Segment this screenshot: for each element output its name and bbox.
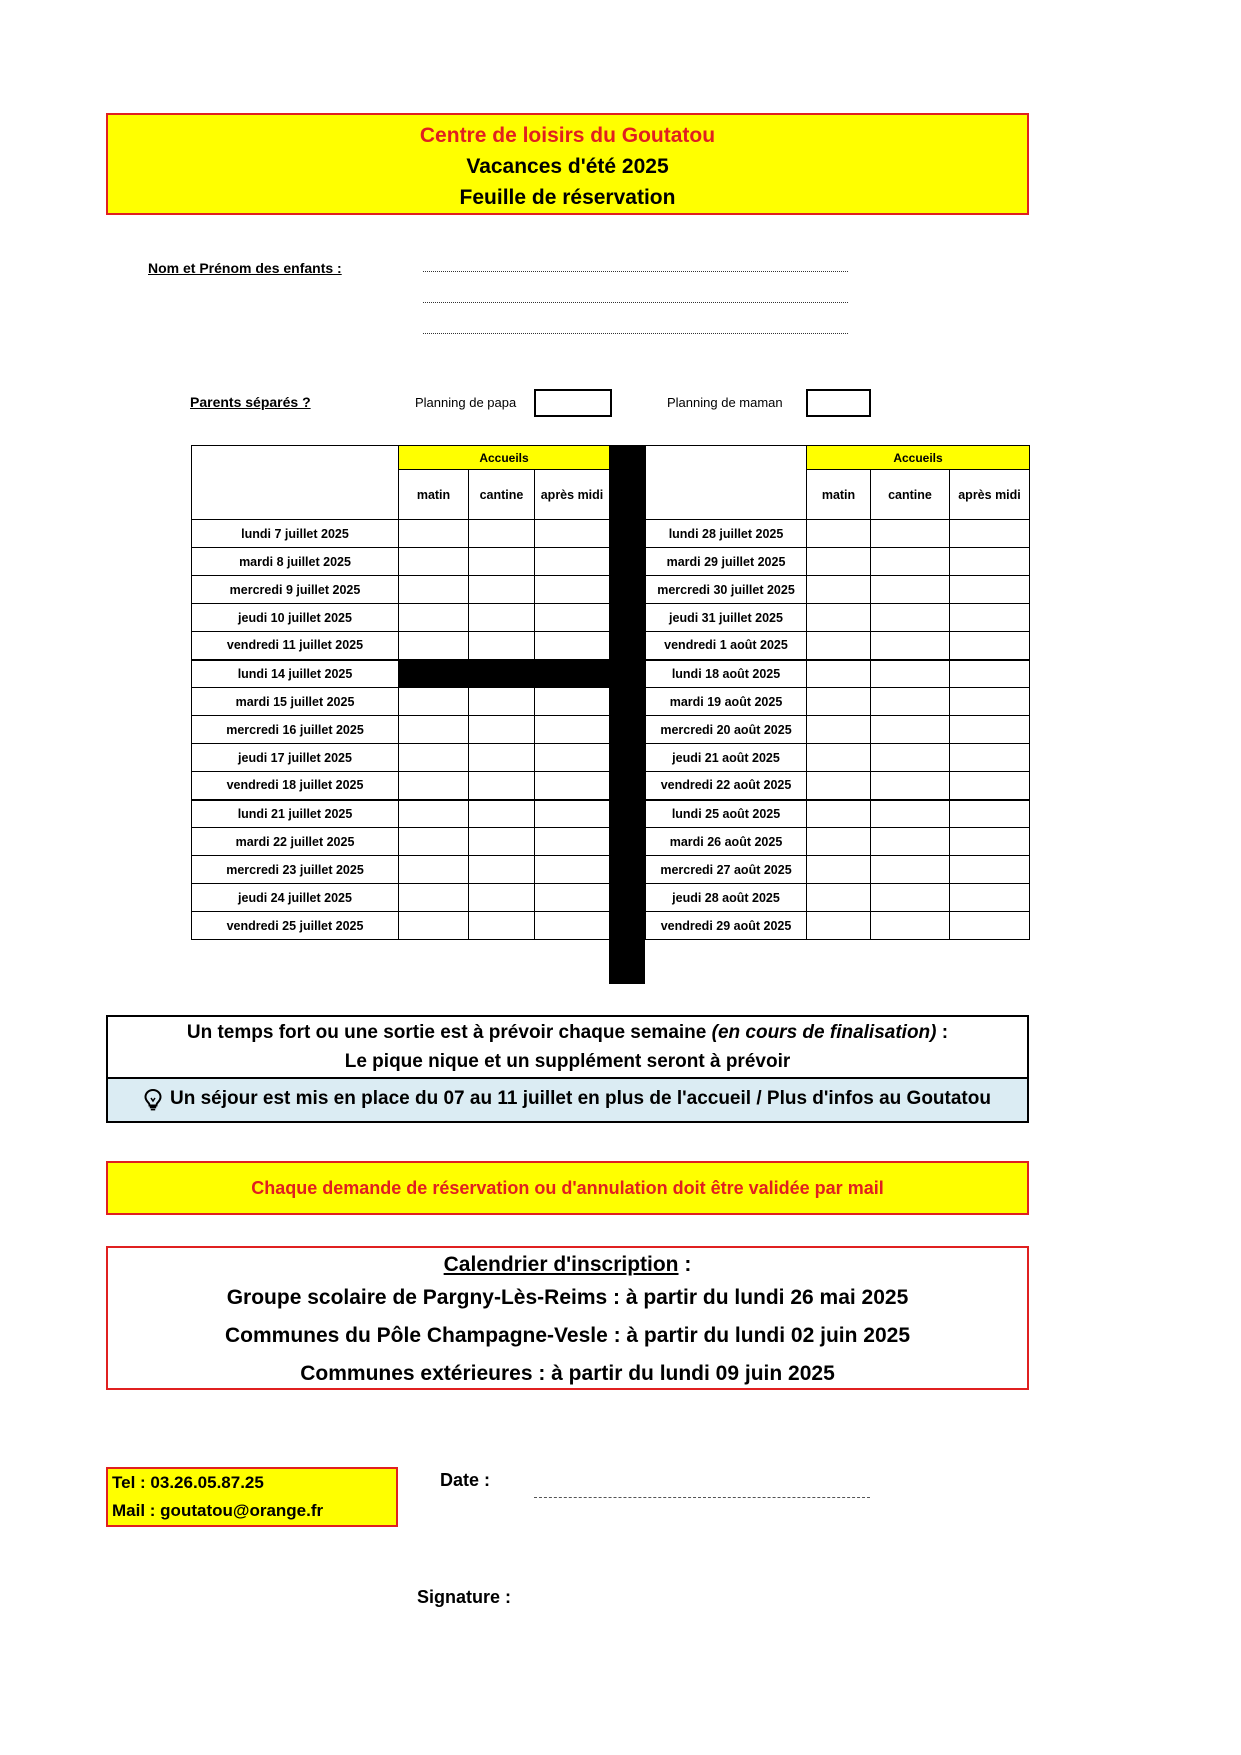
slot-matin[interactable] bbox=[399, 548, 469, 576]
slot-apres-midi[interactable] bbox=[535, 828, 610, 856]
slot-apres-midi[interactable] bbox=[950, 632, 1030, 660]
slot-apres-midi[interactable] bbox=[535, 716, 610, 744]
slot-matin[interactable] bbox=[399, 716, 469, 744]
day-label: jeudi 24 juillet 2025 bbox=[192, 884, 399, 912]
calendar-line-school: Groupe scolaire de Pargny-Lès-Reims : à partir du lundi 26 mai 2025 bbox=[226, 1286, 909, 1309]
table-row bbox=[646, 744, 1030, 772]
slot-cantine[interactable] bbox=[469, 744, 535, 772]
slot-matin[interactable] bbox=[807, 828, 871, 856]
stay-info-bar bbox=[108, 1077, 1027, 1121]
table-divider bbox=[609, 445, 645, 984]
slot-apres-midi[interactable] bbox=[950, 744, 1030, 772]
day-label: jeudi 17 juillet 2025 bbox=[192, 744, 399, 772]
day-label: jeudi 10 juillet 2025 bbox=[192, 604, 399, 632]
separated-parents-label: Parents séparés ? bbox=[190, 394, 311, 410]
slot-cantine[interactable] bbox=[469, 716, 535, 744]
slot-matin[interactable] bbox=[399, 856, 469, 884]
table-row bbox=[192, 548, 610, 576]
slot-apres-midi[interactable] bbox=[950, 660, 1030, 688]
slot-matin[interactable] bbox=[807, 576, 871, 604]
day-label: mercredi 27 août 2025 bbox=[646, 856, 807, 884]
slot-apres-midi[interactable] bbox=[950, 828, 1030, 856]
slot-apres-midi[interactable] bbox=[950, 772, 1030, 800]
slot-apres-midi[interactable] bbox=[535, 744, 610, 772]
day-label: mercredi 20 août 2025 bbox=[646, 716, 807, 744]
slot-cantine[interactable] bbox=[469, 912, 535, 940]
slot-matin[interactable] bbox=[807, 716, 871, 744]
slot-cantine[interactable] bbox=[871, 800, 950, 828]
table-row bbox=[646, 884, 1030, 912]
slot-matin[interactable] bbox=[807, 772, 871, 800]
slot-cantine[interactable] bbox=[871, 884, 950, 912]
slot-apres-midi[interactable] bbox=[535, 912, 610, 940]
day-label: jeudi 21 août 2025 bbox=[646, 744, 807, 772]
slot-matin[interactable] bbox=[399, 576, 469, 604]
table-row bbox=[192, 520, 610, 548]
slot-cantine[interactable] bbox=[469, 828, 535, 856]
table-corner bbox=[646, 446, 807, 520]
day-label: mercredi 9 juillet 2025 bbox=[192, 576, 399, 604]
table-row bbox=[192, 688, 610, 716]
table-row bbox=[646, 548, 1030, 576]
slot-apres-midi[interactable] bbox=[950, 912, 1030, 940]
outing-info-main: Un temps fort ou une sortie est à prévoir chaque semaine bbox=[186, 1022, 712, 1043]
slot-cantine[interactable] bbox=[469, 800, 535, 828]
slot-matin[interactable] bbox=[399, 688, 469, 716]
table-row bbox=[192, 744, 610, 772]
slot-matin[interactable] bbox=[399, 632, 469, 660]
slot-apres-midi[interactable] bbox=[535, 800, 610, 828]
table-row bbox=[192, 604, 610, 632]
slot-matin[interactable] bbox=[399, 744, 469, 772]
contact-phone: Tel : 03.26.05.87.25 bbox=[112, 1473, 264, 1492]
slot-apres-midi[interactable] bbox=[950, 604, 1030, 632]
table-row bbox=[646, 912, 1030, 940]
slot-cantine[interactable] bbox=[469, 520, 535, 548]
slot-cantine bbox=[469, 660, 535, 688]
col-apres-midi: après midi bbox=[535, 470, 610, 520]
slot-cantine[interactable] bbox=[871, 604, 950, 632]
period-title: Vacances d'été 2025 bbox=[466, 155, 669, 178]
table-row bbox=[192, 828, 610, 856]
calendar-title-text: Calendrier d'inscription bbox=[443, 1253, 679, 1276]
day-label: mercredi 30 juillet 2025 bbox=[646, 576, 807, 604]
day-label: mardi 22 juillet 2025 bbox=[192, 828, 399, 856]
slot-apres-midi[interactable] bbox=[950, 800, 1030, 828]
day-label: mardi 19 août 2025 bbox=[646, 688, 807, 716]
day-label: lundi 7 juillet 2025 bbox=[192, 520, 399, 548]
slot-cantine[interactable] bbox=[469, 548, 535, 576]
slot-matin[interactable] bbox=[807, 744, 871, 772]
slot-cantine[interactable] bbox=[871, 688, 950, 716]
children-names-label: Nom et Prénom des enfants : bbox=[148, 260, 342, 276]
day-label: mardi 8 juillet 2025 bbox=[192, 548, 399, 576]
slot-cantine[interactable] bbox=[871, 772, 950, 800]
slot-cantine[interactable] bbox=[469, 856, 535, 884]
day-label: vendredi 29 août 2025 bbox=[646, 912, 807, 940]
centre-name: Centre de loisirs du Goutatou bbox=[419, 124, 716, 147]
day-label: lundi 14 juillet 2025 bbox=[192, 660, 399, 688]
day-label: vendredi 1 août 2025 bbox=[646, 632, 807, 660]
slot-cantine[interactable] bbox=[469, 772, 535, 800]
slot-apres-midi[interactable] bbox=[950, 716, 1030, 744]
slot-apres-midi[interactable] bbox=[950, 576, 1030, 604]
table-row bbox=[646, 856, 1030, 884]
slot-matin[interactable] bbox=[399, 912, 469, 940]
day-label: lundi 25 août 2025 bbox=[646, 800, 807, 828]
table-row bbox=[646, 688, 1030, 716]
slot-matin[interactable] bbox=[807, 520, 871, 548]
outing-info-box bbox=[106, 1015, 1029, 1123]
day-label: mardi 15 juillet 2025 bbox=[192, 688, 399, 716]
slot-apres-midi bbox=[535, 660, 610, 688]
slot-matin[interactable] bbox=[807, 856, 871, 884]
table-corner bbox=[192, 446, 399, 520]
day-label: mercredi 16 juillet 2025 bbox=[192, 716, 399, 744]
slot-cantine[interactable] bbox=[871, 912, 950, 940]
slot-apres-midi[interactable] bbox=[950, 856, 1030, 884]
slot-matin[interactable] bbox=[399, 828, 469, 856]
registration-calendar-box bbox=[106, 1246, 1029, 1390]
slot-matin[interactable] bbox=[399, 520, 469, 548]
slot-matin[interactable] bbox=[807, 604, 871, 632]
slot-cantine[interactable] bbox=[469, 576, 535, 604]
slot-apres-midi[interactable] bbox=[535, 548, 610, 576]
col-matin: matin bbox=[399, 470, 469, 520]
table-row bbox=[646, 716, 1030, 744]
slot-apres-midi[interactable] bbox=[535, 772, 610, 800]
table-row bbox=[646, 576, 1030, 604]
slot-cantine[interactable] bbox=[871, 632, 950, 660]
table-row bbox=[646, 660, 1030, 688]
table-row bbox=[646, 772, 1030, 800]
title-box bbox=[106, 113, 1029, 215]
child-name-line-3[interactable] bbox=[423, 333, 848, 334]
slot-cantine[interactable] bbox=[871, 576, 950, 604]
table-row bbox=[192, 716, 610, 744]
slot-cantine[interactable] bbox=[469, 604, 535, 632]
slot-cantine[interactable] bbox=[871, 744, 950, 772]
outing-info-colon: : bbox=[936, 1022, 949, 1043]
slot-apres-midi[interactable] bbox=[950, 520, 1030, 548]
accueils-header: Accueils bbox=[399, 446, 610, 470]
slot-cantine[interactable] bbox=[469, 632, 535, 660]
table-row bbox=[192, 576, 610, 604]
slot-apres-midi[interactable] bbox=[535, 688, 610, 716]
schedule-table-july bbox=[191, 445, 610, 940]
child-name-line-2[interactable] bbox=[423, 302, 848, 303]
day-label: lundi 18 août 2025 bbox=[646, 660, 807, 688]
slot-apres-midi[interactable] bbox=[535, 576, 610, 604]
date-label: Date : bbox=[440, 1470, 491, 1490]
mom-planning-checkbox[interactable] bbox=[806, 389, 871, 417]
slot-matin[interactable] bbox=[807, 912, 871, 940]
day-label: vendredi 18 juillet 2025 bbox=[192, 772, 399, 800]
slot-cantine[interactable] bbox=[871, 828, 950, 856]
calendar-line-pole: Communes du Pôle Champagne-Vesle : à partir du lundi 02 juin 2025 bbox=[225, 1324, 910, 1347]
calendar-title-colon: : bbox=[678, 1253, 692, 1276]
day-label: vendredi 11 juillet 2025 bbox=[192, 632, 399, 660]
form-title: Feuille de réservation bbox=[459, 186, 676, 209]
day-label: mardi 29 juillet 2025 bbox=[646, 548, 807, 576]
slot-cantine[interactable] bbox=[871, 716, 950, 744]
table-row bbox=[192, 660, 610, 688]
mom-planning-label: Planning de maman bbox=[667, 395, 783, 410]
day-label: jeudi 31 juillet 2025 bbox=[646, 604, 807, 632]
child-name-line-1[interactable] bbox=[423, 271, 848, 272]
col-cantine: cantine bbox=[871, 470, 950, 520]
col-matin: matin bbox=[807, 470, 871, 520]
slot-apres-midi[interactable] bbox=[535, 884, 610, 912]
slot-apres-midi[interactable] bbox=[535, 520, 610, 548]
slot-matin bbox=[399, 660, 469, 688]
validation-warning: Chaque demande de réservation ou d'annulation doit être validée par mail bbox=[106, 1161, 1029, 1215]
slot-apres-midi[interactable] bbox=[535, 604, 610, 632]
contact-email: Mail : goutatou@orange.fr bbox=[112, 1501, 324, 1520]
day-label: jeudi 28 août 2025 bbox=[646, 884, 807, 912]
slot-matin[interactable] bbox=[399, 604, 469, 632]
date-field[interactable] bbox=[534, 1497, 870, 1498]
slot-matin[interactable] bbox=[807, 632, 871, 660]
slot-cantine[interactable] bbox=[871, 548, 950, 576]
slot-matin[interactable] bbox=[807, 548, 871, 576]
table-row bbox=[646, 800, 1030, 828]
slot-cantine[interactable] bbox=[871, 856, 950, 884]
day-label: vendredi 22 août 2025 bbox=[646, 772, 807, 800]
slot-matin[interactable] bbox=[807, 884, 871, 912]
stay-info-text: Un séjour est mis en place du 07 au 11 juillet en plus de l'accueil / Plus d'infos au Goutatou bbox=[170, 1088, 991, 1109]
slot-apres-midi[interactable] bbox=[950, 548, 1030, 576]
table-row bbox=[646, 632, 1030, 660]
slot-matin[interactable] bbox=[399, 772, 469, 800]
slot-matin[interactable] bbox=[807, 800, 871, 828]
accueils-header: Accueils bbox=[807, 446, 1030, 470]
contact-box bbox=[106, 1467, 398, 1527]
outing-info-line-2: Le pique nique et un supplément seront à prévoir bbox=[344, 1051, 791, 1072]
table-row bbox=[192, 632, 610, 660]
slot-apres-midi[interactable] bbox=[535, 632, 610, 660]
table-row bbox=[192, 912, 610, 940]
day-label: mercredi 23 juillet 2025 bbox=[192, 856, 399, 884]
table-row bbox=[192, 772, 610, 800]
slot-apres-midi[interactable] bbox=[535, 856, 610, 884]
slot-matin[interactable] bbox=[807, 688, 871, 716]
table-row bbox=[646, 520, 1030, 548]
table-row bbox=[646, 604, 1030, 632]
calendar-line-outside: Communes extérieures : à partir du lundi 09 juin 2025 bbox=[300, 1362, 835, 1385]
outing-info-note: (en cours de finalisation) bbox=[711, 1022, 937, 1043]
slot-cantine[interactable] bbox=[469, 688, 535, 716]
slot-cantine[interactable] bbox=[871, 520, 950, 548]
slot-apres-midi[interactable] bbox=[950, 688, 1030, 716]
outing-info-text bbox=[108, 1017, 1027, 1077]
slot-matin[interactable] bbox=[399, 884, 469, 912]
slot-cantine[interactable] bbox=[871, 660, 950, 688]
col-cantine: cantine bbox=[469, 470, 535, 520]
calendar-title bbox=[444, 1250, 679, 1279]
lightbulb-icon bbox=[144, 1089, 162, 1111]
slot-apres-midi[interactable] bbox=[950, 884, 1030, 912]
outing-info-line-1 bbox=[108, 1018, 1027, 1047]
slot-matin[interactable] bbox=[399, 800, 469, 828]
table-row bbox=[192, 856, 610, 884]
slot-cantine[interactable] bbox=[469, 884, 535, 912]
day-label: mardi 26 août 2025 bbox=[646, 828, 807, 856]
day-label: lundi 28 juillet 2025 bbox=[646, 520, 807, 548]
col-apres-midi: après midi bbox=[950, 470, 1030, 520]
table-row bbox=[192, 884, 610, 912]
table-row bbox=[646, 828, 1030, 856]
dad-planning-label: Planning de papa bbox=[415, 395, 517, 410]
slot-matin[interactable] bbox=[807, 660, 871, 688]
day-label: lundi 21 juillet 2025 bbox=[192, 800, 399, 828]
dad-planning-checkbox[interactable] bbox=[534, 389, 612, 417]
table-row bbox=[192, 800, 610, 828]
signature-label: Signature : bbox=[417, 1587, 512, 1607]
day-label: vendredi 25 juillet 2025 bbox=[192, 912, 399, 940]
schedule-table-august bbox=[645, 445, 1030, 940]
